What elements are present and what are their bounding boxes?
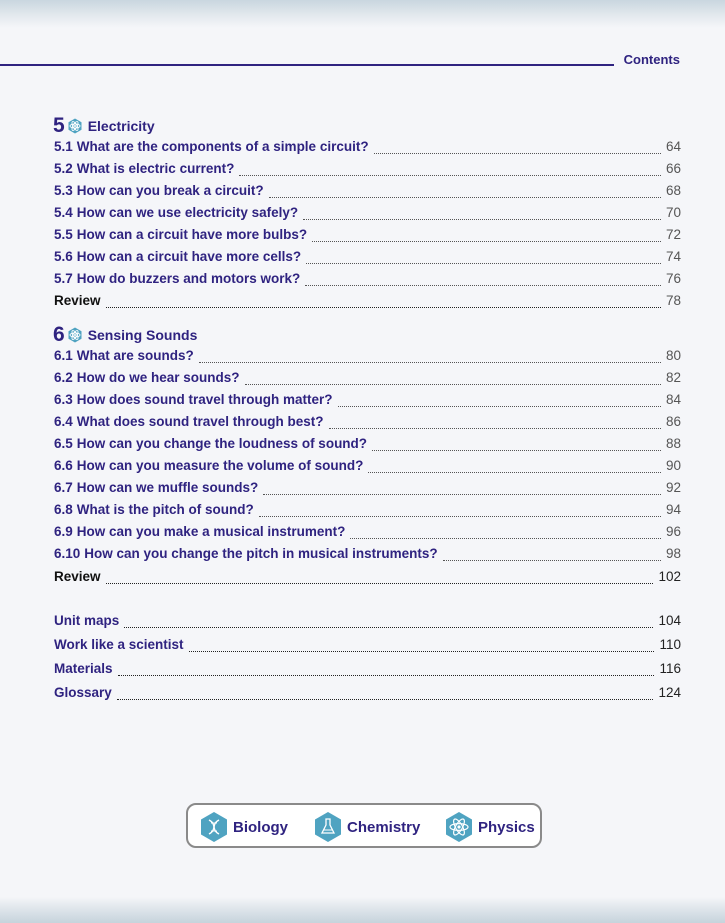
page-number: 84 (665, 392, 681, 407)
review-title: Review (54, 569, 101, 584)
dot-leader (263, 493, 661, 495)
page-header-title: Contents (623, 52, 680, 67)
legend-item-physics (444, 811, 535, 843)
page-number: 110 (659, 637, 681, 652)
toc-entry[interactable] (54, 524, 681, 544)
page-number: 94 (665, 502, 681, 517)
unit-title: Electricity (87, 117, 155, 134)
lesson-number: 6.4 (54, 414, 73, 429)
dot-leader (338, 405, 661, 407)
toc-entry[interactable] (54, 161, 681, 181)
dot-leader (312, 240, 661, 242)
entry-title: Glossary (54, 685, 112, 700)
page-number: 104 (658, 613, 681, 628)
page-number: 124 (658, 685, 681, 700)
lesson-title: What are the components of a simple circuit? (76, 139, 369, 154)
lesson-title: What is electric current? (76, 161, 235, 176)
dot-leader (189, 650, 655, 652)
lesson-title: How can we muffle sounds? (76, 480, 259, 495)
entry-title: Unit maps (54, 613, 120, 628)
dot-leader (118, 674, 655, 676)
lesson-title: How can you break a circuit? (76, 183, 264, 198)
dot-leader (305, 284, 661, 286)
page-number: 70 (665, 205, 681, 220)
page-number: 76 (665, 271, 681, 286)
lesson-number: 5.6 (54, 249, 73, 264)
physics-atom-icon (67, 118, 83, 134)
dot-leader (199, 361, 661, 363)
page-number: 86 (665, 414, 681, 429)
dot-leader (124, 626, 653, 628)
lesson-number: 6.10 (54, 546, 81, 561)
lesson-title: How can a circuit have more cells? (76, 249, 302, 264)
toc-entry-glossary[interactable] (54, 685, 681, 705)
page-number: 96 (665, 524, 681, 539)
toc-entry[interactable] (54, 392, 681, 412)
legend-item-chemistry (313, 811, 420, 843)
lesson-title: How can we use electricity safely? (76, 205, 299, 220)
dot-leader (245, 383, 661, 385)
entry-title: Work like a scientist (54, 637, 184, 652)
lesson-title: How does sound travel through matter? (76, 392, 333, 407)
page-number: 88 (665, 436, 681, 451)
toc-entry-work-like-a-scientist[interactable] (54, 637, 681, 657)
toc-entry[interactable] (54, 480, 681, 500)
physics-atom-icon (444, 811, 474, 843)
dot-leader (368, 471, 661, 473)
page-number: 92 (665, 480, 681, 495)
unit-number: 5 (53, 114, 65, 137)
toc-entry[interactable] (54, 458, 681, 478)
dot-leader (239, 174, 661, 176)
dot-leader (117, 698, 654, 700)
header-rule (0, 64, 614, 66)
toc-entry[interactable] (54, 348, 681, 368)
toc-entry[interactable] (54, 205, 681, 225)
dot-leader (303, 218, 661, 220)
legend-label: Chemistry (347, 818, 421, 836)
biology-dna-icon (199, 811, 229, 843)
toc-entry-materials[interactable] (54, 661, 681, 681)
toc-entry[interactable] (54, 139, 681, 159)
lesson-title: How do buzzers and motors work? (76, 271, 301, 286)
toc-entry-review[interactable] (54, 293, 681, 313)
page-number: 80 (665, 348, 681, 363)
lesson-number: 6.5 (54, 436, 73, 451)
dot-leader (106, 306, 661, 308)
chemistry-flask-icon (313, 811, 343, 843)
unit-title: Sensing Sounds (87, 326, 198, 343)
page-number: 98 (665, 546, 681, 561)
dot-leader (269, 196, 661, 198)
lesson-title: How can you change the pitch in musical instruments? (84, 546, 438, 561)
top-band (0, 0, 725, 28)
lesson-number: 6.7 (54, 480, 73, 495)
toc-entry[interactable] (54, 370, 681, 390)
page-number: 64 (665, 139, 681, 154)
entry-title: Materials (54, 661, 113, 676)
legend-label: Physics (478, 818, 535, 836)
lesson-title: What does sound travel through best? (76, 414, 324, 429)
lesson-title: How can you change the loudness of sound? (76, 436, 368, 451)
subject-legend (186, 803, 542, 848)
lesson-number: 6.8 (54, 502, 73, 517)
dot-leader (372, 449, 661, 451)
page-number: 116 (659, 661, 681, 676)
page-number: 82 (665, 370, 681, 385)
lesson-title: What is the pitch of sound? (76, 502, 254, 517)
dot-leader (443, 559, 661, 561)
page-number: 90 (665, 458, 681, 473)
lesson-title: How can you make a musical instrument? (76, 524, 346, 539)
page-number: 102 (658, 569, 681, 584)
lesson-number: 5.5 (54, 227, 73, 242)
toc-entry-unit-maps[interactable] (54, 613, 681, 633)
lesson-title: How can a circuit have more bulbs? (76, 227, 308, 242)
page-number: 78 (665, 293, 681, 308)
lesson-title: How do we hear sounds? (76, 370, 240, 385)
toc-entry[interactable] (54, 502, 681, 522)
lesson-title: How can you measure the volume of sound? (76, 458, 364, 473)
dot-leader (350, 537, 661, 539)
dot-leader (374, 152, 661, 154)
toc-entry[interactable] (54, 183, 681, 203)
lesson-number: 6.1 (54, 348, 73, 363)
legend-item-biology (199, 811, 288, 843)
toc-entry[interactable] (54, 436, 681, 456)
lesson-number: 5.4 (54, 205, 73, 220)
unit-number: 6 (53, 323, 65, 346)
toc-entry[interactable] (54, 414, 681, 434)
review-title: Review (54, 293, 101, 308)
toc-entry[interactable] (54, 249, 681, 269)
page-number: 66 (665, 161, 681, 176)
lesson-number: 5.3 (54, 183, 73, 198)
page-number: 72 (665, 227, 681, 242)
toc-entry[interactable] (54, 227, 681, 247)
page-number: 74 (665, 249, 681, 264)
lesson-number: 5.2 (54, 161, 73, 176)
bottom-band (0, 897, 725, 923)
physics-atom-icon (67, 327, 83, 343)
lesson-number: 6.6 (54, 458, 73, 473)
lesson-number: 5.7 (54, 271, 73, 286)
toc-entry[interactable] (54, 271, 681, 291)
toc-entry[interactable] (54, 546, 681, 566)
legend-label: Biology (233, 818, 288, 836)
dot-leader (329, 427, 661, 429)
lesson-number: 6.3 (54, 392, 73, 407)
lesson-number: 5.1 (54, 139, 73, 154)
lesson-title: What are sounds? (76, 348, 194, 363)
lesson-number: 6.2 (54, 370, 73, 385)
unit-6-heading[interactable] (53, 324, 197, 345)
dot-leader (306, 262, 661, 264)
unit-5-heading[interactable] (53, 115, 155, 136)
lesson-number: 6.9 (54, 524, 73, 539)
dot-leader (259, 515, 661, 517)
dot-leader (106, 582, 654, 584)
page-number: 68 (665, 183, 681, 198)
toc-entry-review[interactable] (54, 569, 681, 589)
